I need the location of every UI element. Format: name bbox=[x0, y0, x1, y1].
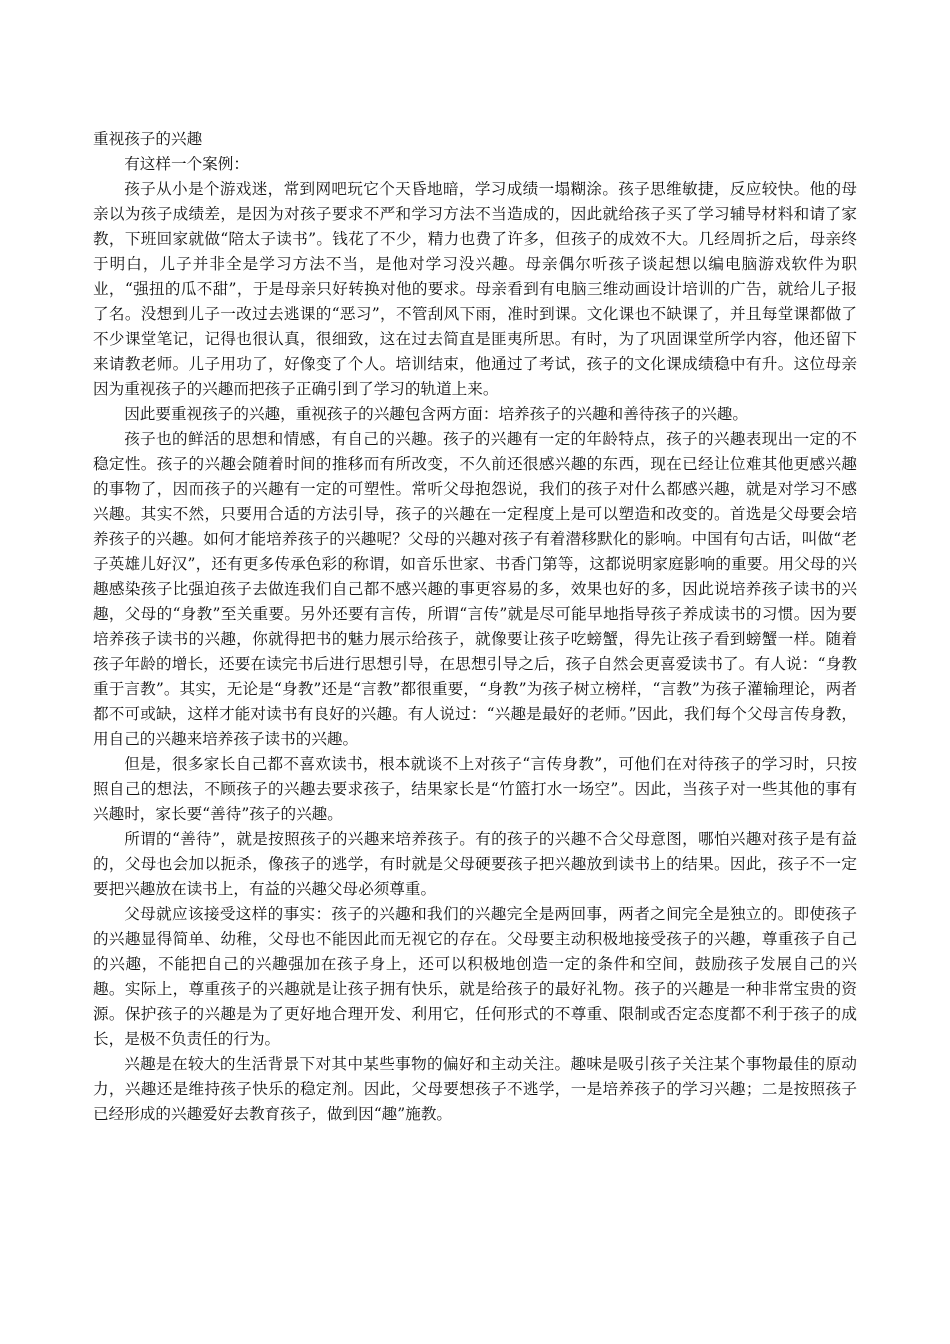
paragraph-intro: 有这样一个案例： bbox=[124, 155, 249, 173]
paragraph-cultivate: 孩子也的鲜活的思想和情感，有自己的兴趣。孩子的兴趣有一定的年龄特点，孩子的兴趣表现出一定的不稳定性。孩子的兴趣会随着时间的推移而有所改变，不久前还很感兴趣的东西，现在已经让位难其他更感兴趣的事物了，因而孩子的兴趣有一定的可塑性。常听父母抱怨说，我们的孩子对什么都感兴趣，就是对学习不感兴趣。其实不然，只要用合适的方法引导，孩子的兴趣在一定程度上是可以塑造和改变的。首选是父母要会培养孩子的兴趣。如何才能培养孩子的兴趣呢？父母的兴趣对孩子有着潜移默化的影响。中国有句古话，叫做“老子英雄儿好汉”，还有更多传承色彩的称谓，如音乐世家、书香门第等，这都说明家庭影响的重要。用父母的兴趣感染孩子比强迫孩子去做连我们自己都不感兴趣的事更容易的多，效果也好的多，因此说培养孩子读书的兴趣，父母的“身教”至关重要。另外还要有言传，所谓“言传”就是尽可能早地指导孩子养成读书的习惯。因为要培养孩子读书的兴趣，你就得把书的魅力展示给孩子，就像要让孩子吃螃蟹，得先让孩子看到螃蟹一样。随着孩子年龄的增长，还要在读完书后进行思想引导，在思想引导之后，孩子自然会更喜爱读书了。有人说：“身教重于言教”。其实，无论是“身教”还是“言教”都很重要，“身教”为孩子树立榜样，“言教”为孩子灌输理论，两者都不可或缺，这样才能对读书有良好的兴趣。有人说过：“兴趣是最好的老师。”因此，我们每个父母言传身教，用自己的兴趣来培养孩子读书的兴趣。 bbox=[93, 430, 857, 748]
paragraph-case: 孩子从小是个游戏迷，常到网吧玩它个天昏地暗，学习成绩一塌糊涂。孩子思维敏捷，反应较快。他的母亲以为孩子成绩差，是因为对孩子要求不严和学习方法不当造成的，因此就给孩子买了学习辅导材料和请了家教，下班回家就做“陪太子读书”。钱花了不少，精力也费了许多，但孩子的成效不大。几经周折之后，母亲终于明白，儿子并非全是学习方法不当，是他对学习没兴趣。母亲偶尔听孩子谈起想以编电脑游戏软件为职业，“强扭的瓜不甜”，于是母亲只好转换对他的要求。母亲看到有电脑三维动画设计培训的广告，就给儿子报了名。没想到儿子一改过去逃课的“恶习”，不管刮风下雨，准时到课。文化课也不缺课了，并且每堂课都做了不少课堂笔记，记得也很认真，很细致，这在过去简直是匪夷所思。有时，为了巩固课堂所学内容，他还留下来请教老师。儿子用功了，好像变了个人。培训结束，他通过了考试，孩子的文化课成绩稳中有升。这位母亲因为重视孩子的兴趣而把孩子正确引到了学习的轨道上来。 bbox=[93, 180, 857, 398]
paragraph-however: 但是，很多家长自己都不喜欢读书，根本就谈不上对孩子“言传身教”，可他们在对待孩子的学习时，只按照自己的想法，不顾孩子的兴趣去要求孩子，结果家长是“竹篮打水一场空”。因此，当孩子对一些其他的事有兴趣时，家长要“善待”孩子的兴趣。 bbox=[93, 755, 857, 823]
paragraph-conclusion: 兴趣是在较大的生活背景下对其中某些事物的偏好和主动关注。趣味是吸引孩子关注某个事物最佳的原动力，兴趣还是维持孩子快乐的稳定剂。因此，父母要想孩子不逃学，一是培养孩子的学习兴趣；二是按照孩子已经形成的兴趣爱好去教育孩子，做到因“趣”施教。 bbox=[93, 1055, 857, 1123]
paragraph-treat-well: 所谓的“善待”，就是按照孩子的兴趣来培养孩子。有的孩子的兴趣不合父母意图，哪怕兴趣对孩子是有益的，父母也会加以扼杀，像孩子的逃学，有时就是父母硬要孩子把兴趣放到读书上的结果。因此，孩子不一定要把兴趣放在读书上，有益的兴趣父母必须尊重。 bbox=[93, 830, 857, 898]
paragraph-accept: 父母就应该接受这样的事实：孩子的兴趣和我们的兴趣完全是两回事，两者之间完全是独立的。即使孩子的兴趣显得简单、幼稚，父母也不能因此而无视它的存在。父母要主动积极地接受孩子的兴趣，尊重孩子自己的兴趣，不能把自己的兴趣强加在孩子身上，还可以积极地创造一定的条件和空间，鼓励孩子发展自己的兴趣。实际上，尊重孩子的兴趣就是让孩子拥有快乐，就是给孩子的最好礼物。孩子的兴趣是一种非常宝贵的资源。保护孩子的兴趣是为了更好地合理开发、利用它，任何形式的不尊重、限制或否定态度都不利于孩子的成长，是极不负责任的行为。 bbox=[93, 905, 857, 1048]
document-page bbox=[93, 127, 857, 1127]
paragraph-thesis: 因此要重视孩子的兴趣，重视孩子的兴趣包含两方面：培养孩子的兴趣和善待孩子的兴趣。 bbox=[124, 405, 748, 423]
document-title: 重视孩子的兴趣 bbox=[93, 130, 203, 148]
